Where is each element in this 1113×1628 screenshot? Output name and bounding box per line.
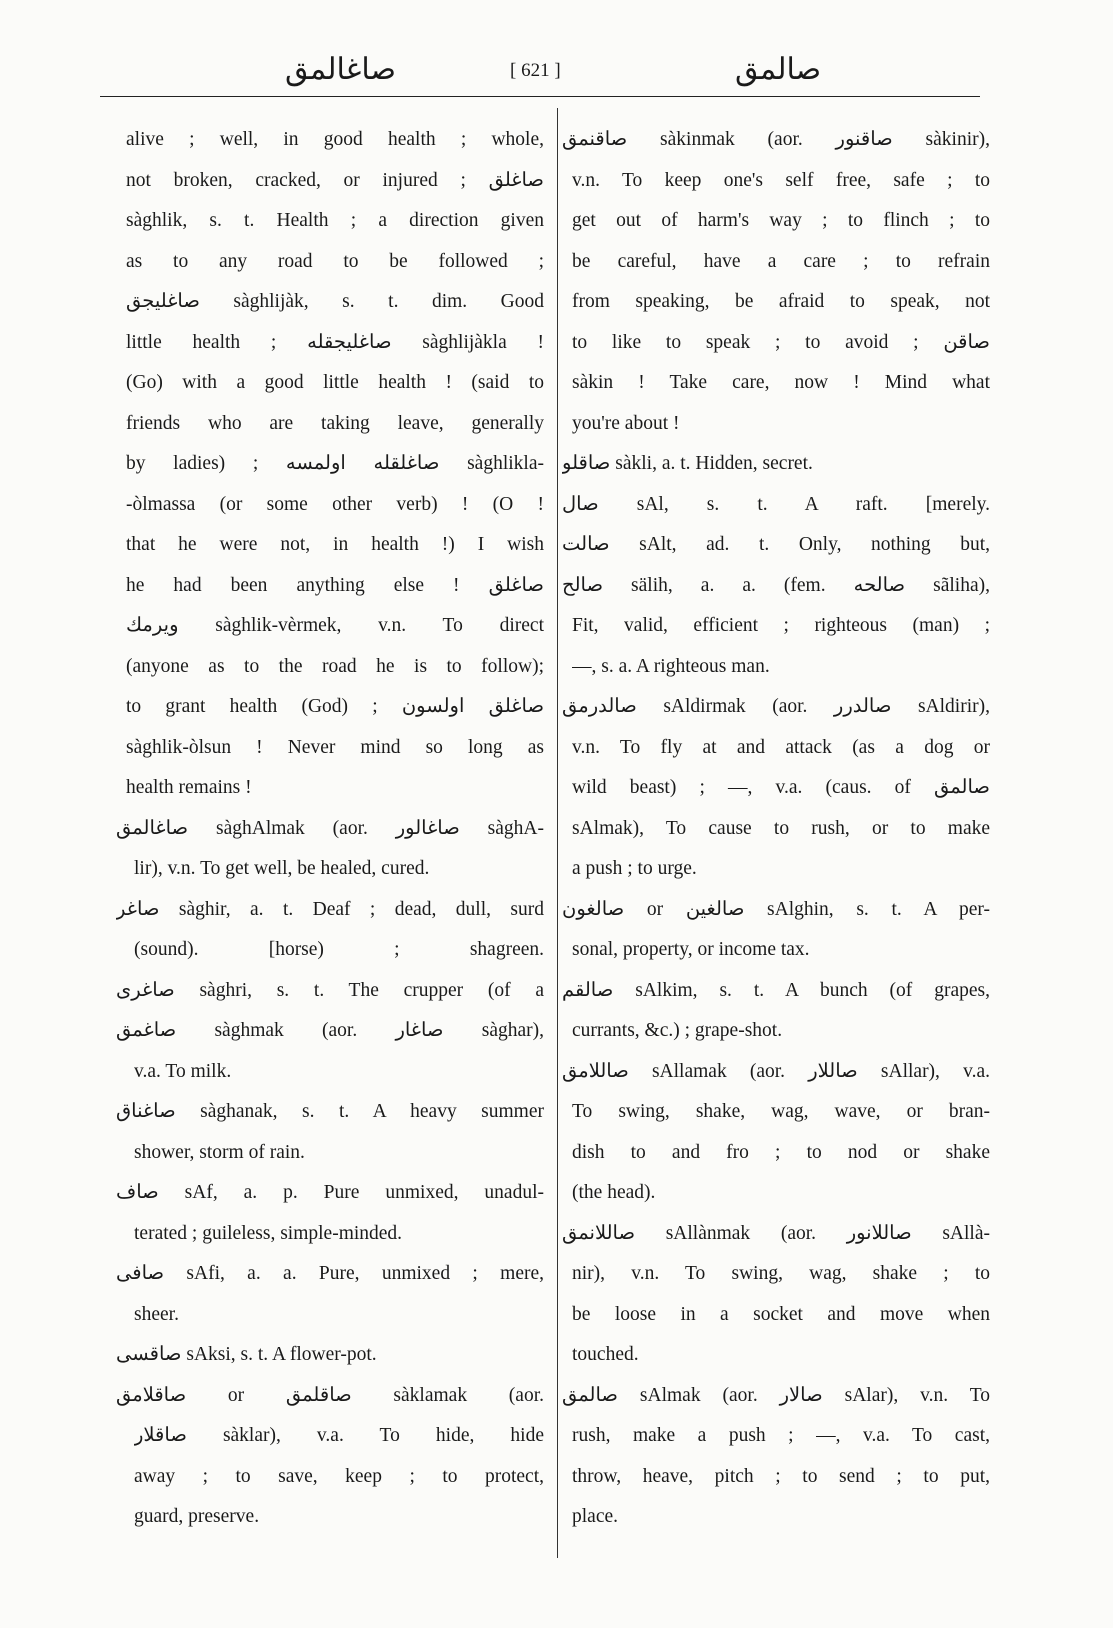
text-line: صالقم sAlkim, s. t. A bunch (of grapes, (562, 979, 990, 1001)
text-line: صاف sAf, a. p. Pure unmixed, unadul- (116, 1182, 544, 1203)
text-line: Fit, valid, efficient ; righteous (man) ; (572, 615, 990, 636)
text-line: صال sAl, s. t. A raft. [merely. (562, 493, 990, 515)
text-line: sheer. (134, 1303, 179, 1325)
text-line: throw, heave, pitch ; to send ; to put, (572, 1465, 990, 1487)
text-line: sàghlik-òlsun ! Never mind so long as (126, 736, 544, 758)
right-column (562, 120, 990, 1538)
text-line: get out of harm's way ; to flinch ; to (572, 210, 990, 231)
text-line: terated ; guileless, simple-minded. (134, 1222, 403, 1244)
text-line: dish to and fro ; to nod or shake (572, 1141, 990, 1163)
text-line: sàkin ! Take care, now ! Mind what (572, 372, 990, 393)
text-line: صالمق sAlmak (aor. صالار sAlar), v.n. To (562, 1384, 990, 1406)
text-line: صافى sAfi, a. a. Pure, unmixed ; mere, (116, 1263, 544, 1284)
right-guide-word: صالمق (735, 53, 822, 86)
text-line: by ladies) ; صاغلقله اولمسه sàghlikla- (126, 453, 544, 474)
text-line: little health ; صاغليجقله sàghlijàkla ! (126, 331, 544, 353)
text-line: صالح sälih, a. a. (fem. صالحه sãliha), (562, 574, 990, 596)
text-line: wild beast) ; —, v.a. (caus. of صالمق (572, 777, 990, 798)
text-line: health remains ! (126, 777, 252, 798)
running-head (100, 52, 980, 92)
text-line: rush, make a push ; —, v.a. To cast, (572, 1425, 990, 1446)
text-line: صاغر sàghir, a. t. Deaf ; dead, dull, surd (116, 898, 544, 920)
text-line: as to any road to be followed ; (126, 250, 544, 272)
text-line: friends who are taking leave, generally (126, 412, 544, 434)
text-line: away ; to save, keep ; to protect, (134, 1465, 544, 1487)
text-line: sAlmak), To cause to rush, or to make (572, 817, 990, 839)
text-line: (Go) with a good little health ! (said to (126, 372, 544, 393)
text-line: صاقنمق sàkinmak (aor. صاقنور sàkinir), (562, 129, 990, 150)
text-line: be loose in a socket and move when (572, 1303, 990, 1325)
text-line: ويرمك sàghlik-vèrmek, v.n. To direct (126, 615, 544, 636)
text-line: shower, storm of rain. (134, 1141, 305, 1163)
text-line: صاغمق sàghmak (aor. صاغار sàghar), (116, 1020, 544, 1041)
text-line: صاغالمق sàghAlmak (aor. صاغالور sàghA- (116, 817, 544, 839)
text-line: صاغناق sàghanak, s. t. A heavy summer (116, 1101, 544, 1122)
text-line: صالغون or صالغين sAlghin, s. t. A per- (562, 898, 990, 920)
text-line: صاغرى sàghri, s. t. The crupper (of a (116, 979, 544, 1001)
text-line: alive ; well, in good health ; whole, (126, 129, 544, 150)
text-line: (anyone as to the road he is to follow); (126, 655, 544, 677)
header-rule (100, 96, 980, 97)
left-column (116, 120, 544, 1538)
text-line: صاغليجق sàghlijàk, s. t. dim. Good (126, 291, 544, 312)
text-line: to grant health (God) ; صاغلق اولسون (126, 696, 544, 717)
text-line: guard, preserve. (134, 1506, 260, 1527)
text-line: place. (572, 1506, 619, 1527)
text-line: lir), v.n. To get well, be healed, cured. (134, 858, 430, 879)
text-line: v.n. To keep one's self free, safe ; to (572, 169, 990, 191)
text-line: be careful, have a care ; to refrain (572, 250, 990, 272)
text-line: صاقسى sAksi, s. t. A flower-pot. (116, 1344, 377, 1365)
text-line: a push ; to urge. (572, 858, 697, 879)
text-line: صاقلامق or صاقلمق sàklamak (aor. (116, 1384, 544, 1406)
text-line: —, s. a. A righteous man. (572, 655, 770, 677)
text-line: that he were not, in health !) I wish (126, 534, 544, 555)
text-line: currants, &c.) ; grape-shot. (572, 1020, 783, 1041)
text-line: v.a. To milk. (134, 1060, 232, 1082)
page-number: [ 621 ] (510, 60, 561, 81)
text-line: (the head). (572, 1182, 656, 1203)
text-line: from speaking, be afraid to speak, not (572, 291, 990, 312)
text-line: nir), v.n. To swing, wag, shake ; to (572, 1263, 990, 1284)
text-line: to like to speak ; to avoid ; صاقن (572, 331, 990, 353)
text-line: -òlmassa (or some other verb) ! (O ! (126, 493, 544, 515)
text-line: صالت sAlt, ad. t. Only, nothing but, (562, 534, 990, 555)
column-divider (557, 108, 558, 1558)
text-line: sonal, property, or income tax. (572, 939, 810, 960)
text-line: صاقلار sàklar), v.a. To hide, hide (134, 1425, 544, 1446)
text-line: he had been anything else ! صاغلق (126, 574, 544, 596)
left-guide-word: صاغالمق (285, 53, 396, 86)
text-line: To swing, shake, wag, wave, or bran- (572, 1101, 990, 1122)
text-line: صاقلو sàkli, a. t. Hidden, secret. (562, 453, 813, 474)
text-line: touched. (572, 1344, 639, 1365)
text-line: صالدرمق sAldirmak (aor. صالدرر sAldirir), (562, 696, 990, 717)
text-line: (sound). [horse) ; shagreen. (134, 939, 544, 960)
text-line: v.n. To fly at and attack (as a dog or (572, 736, 990, 758)
text-line: صاللانمق sAllànmak (aor. صاللانور sAllà- (562, 1222, 990, 1244)
text-line: صاللامق sAllamak (aor. صاللار sAllar), v.a. (562, 1060, 990, 1082)
text-line: you're about ! (572, 412, 680, 434)
text-line: sàghlik, s. t. Health ; a direction given (126, 210, 544, 231)
text-line: not broken, cracked, or injured ; صاغلق (126, 169, 544, 191)
